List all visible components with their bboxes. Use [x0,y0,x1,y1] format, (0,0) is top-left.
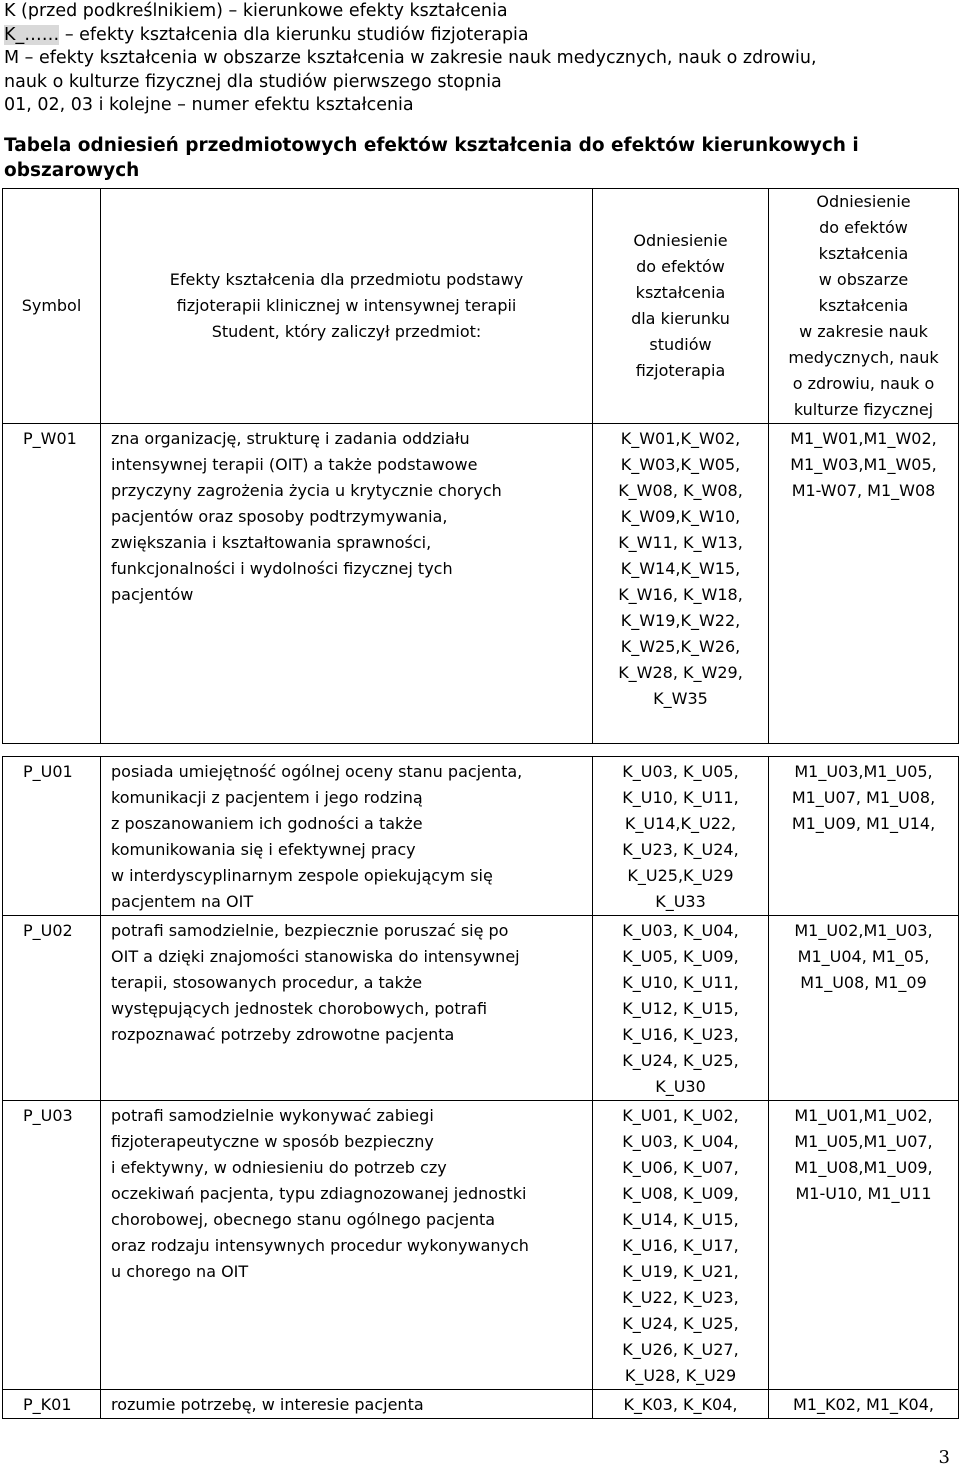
text-line: K_U19, K_U21, [622,1262,739,1281]
text-line: M1-U10, M1_U11 [795,1184,932,1203]
text-line: oraz rodzaju intensywnych procedur wykonywanych [111,1236,529,1255]
text-line: K_W35 [653,689,708,708]
table-row [3,424,959,744]
legend-line-number: 01, 02, 03 i kolejne – numer efektu kształcenia [4,95,414,116]
row-description [101,916,593,1101]
text-line: dla kierunku [631,309,730,328]
row-symbol: P_K01 [3,1390,101,1419]
legend-line-m-cont: nauk o kulturze fizycznej dla studiów pierwszego stopnia [4,71,502,92]
text-line: u chorego na OIT [111,1262,249,1281]
row-symbol: P_U02 [3,916,101,1101]
text-line: Odniesienie [816,192,911,211]
text-line: OIT a dzięki znajomości stanowiska do intensywnej [111,947,520,966]
text-line: studiów [649,335,712,354]
text-line: w zakresie nauk [799,322,928,341]
text-line: K_U10, K_U11, [622,788,739,807]
row-description [101,757,593,916]
text-line: K_U06, K_U07, [622,1158,739,1177]
text-line: rozumie potrzebę, w interesie pacjenta [111,1395,424,1414]
text-line: M1_K02, M1_K04, [793,1395,934,1414]
text-line: przyczyny zagrożenia życia u krytycznie chorych [111,481,502,500]
table-row [3,1101,959,1390]
row-symbol: P_U01 [3,757,101,916]
text-line: pacjentów [111,585,194,604]
legend-line-m: M – efekty kształcenia w obszarze kształcenia w zakresie nauk medycznych, nauk o zdrowiu, [4,48,817,69]
text-line: komunikowania się i efektywnej pracy [111,840,416,859]
text-line: Student, który zaliczył przedmiot: [211,322,482,341]
text-line: M1_U04, M1_05, [797,947,930,966]
text-line: Odniesienie [633,231,728,250]
legend-line-k-course: K_…… – efekty kształcenia dla kierunku studiów fizjoterapia [4,24,529,45]
text-line: K_U23, K_U24, [622,840,739,859]
text-line: K_U14,K_U22, [624,814,737,833]
row-symbol: P_W01 [3,424,101,744]
text-line: M1_U07, M1_U08, [791,788,936,807]
text-line: zwiększania i kształtowania sprawności, [111,533,432,552]
text-line: z poszanowaniem ich godności a także [111,814,423,833]
text-line: terapii, stosowanych procedur, a także [111,973,423,992]
table-title: Tabela odniesień przedmiotowych efektów kształcenia do efektów kierunkowych i obszarowych [4,135,859,181]
text-line: K_U12, K_U15, [622,999,739,1018]
outcomes-table-part2 [2,756,959,1419]
text-line: K_K03, K_K04, [623,1395,738,1414]
text-line: potrafi samodzielnie, bezpiecznie poruszać się po [111,921,509,940]
row-description [101,424,593,744]
header-description [101,189,593,424]
text-line: M1_W03,M1_W05, [790,455,937,474]
text-line: w interdyscyplinarnym zespole opiekującym się [111,866,493,885]
text-line: K_U16, K_U23, [622,1025,739,1044]
text-line: posiada umiejętność ogólnej oceny stanu pacjenta, [111,762,523,781]
text-line: K_U03, K_U05, [622,762,739,781]
text-line: K_U08, K_U09, [622,1184,739,1203]
text-line: K_W03,K_W05, [620,455,741,474]
text-line: kształcenia [818,244,909,263]
text-line: K_W01,K_W02, [620,429,741,448]
row-kierunek-refs [593,1390,769,1419]
text-line: K_U28, K_U29 [624,1366,737,1385]
row-obszar-refs [769,1390,959,1419]
text-line: K_U25,K_U29 [627,866,734,885]
text-line: K_W14,K_W15, [620,559,741,578]
text-line: występujących jednostek chorobowych, potrafi [111,999,488,1018]
text-line: do efektów [636,257,725,276]
legend [4,0,817,118]
text-line: K_U05, K_U09, [622,947,739,966]
text-line: funkcjonalności i wydolności fizycznej tych [111,559,453,578]
text-line: medycznych, nauk [788,348,939,367]
row-kierunek-refs [593,757,769,916]
text-line: K_W11, K_W13, [618,533,743,552]
text-line: komunikacji z pacjentem i jego rodziną [111,788,423,807]
page-number: 3 [938,1447,950,1468]
text-line: do efektów [819,218,908,237]
row-kierunek-refs [593,424,769,744]
text-line: fizjoterapii klinicznej w intensywnej terapii [176,296,517,315]
text-line: o zdrowiu, nauk o [792,374,935,393]
header-obszar [769,189,959,424]
table-row [3,757,959,916]
text-line: kształcenia [635,283,726,302]
outcomes-table-part1 [2,188,959,744]
legend-line-k: K (przed podkreślnikiem) – kierunkowe efekty kształcenia [4,1,508,21]
text-line: K_W09,K_W10, [620,507,741,526]
text-line: K_U24, K_U25, [622,1314,739,1333]
table-row [3,916,959,1101]
table-row [3,1390,959,1419]
text-line: fizjoterapia [635,361,726,380]
legend-highlight: K_…… [4,24,60,45]
text-line: kształcenia [818,296,909,315]
text-line: K_U03, K_U04, [622,921,739,940]
text-line: K_W08, K_W08, [618,481,743,500]
row-obszar-refs [769,916,959,1101]
text-line: potrafi samodzielnie wykonywać zabiegi [111,1106,434,1125]
text-line: K_U22, K_U23, [622,1288,739,1307]
text-line: rozpoznawać potrzeby zdrowotne pacjenta [111,1025,455,1044]
text-line: pacjentów oraz sposoby podtrzymywania, [111,507,448,526]
text-line: K_U24, K_U25, [622,1051,739,1070]
text-line: M1_U02,M1_U03, [794,921,933,940]
text-line: M1-W07, M1_W08 [791,481,936,500]
text-line: K_W19,K_W22, [620,611,741,630]
text-line: fizjoterapeutyczne w sposób bezpieczny [111,1132,434,1151]
text-line: K_U03, K_U04, [622,1132,739,1151]
text-line: pacjentem na OIT [111,892,254,911]
text-line: K_U26, K_U27, [622,1340,739,1359]
header-kierunek [593,189,769,424]
text-line: zna organizację, strukturę i zadania oddziału [111,429,470,448]
text-line: intensywnej terapii (OIT) a także podstawowe [111,455,478,474]
row-obszar-refs [769,1101,959,1390]
text-line: M1_U08,M1_U09, [794,1158,933,1177]
text-line: K_W28, K_W29, [618,663,743,682]
text-line: K_W16, K_W18, [618,585,743,604]
row-kierunek-refs [593,1101,769,1390]
text-line: kulturze fizycznej [793,400,934,419]
text-line: w obszarze [818,270,909,289]
text-line: Efekty kształcenia dla przedmiotu podstawy [169,270,524,289]
table-header-row [3,189,959,424]
text-line: K_U10, K_U11, [622,973,739,992]
text-line: K_U14, K_U15, [622,1210,739,1229]
row-obszar-refs [769,424,959,744]
text-line: M1_U05,M1_U07, [794,1132,933,1151]
text-line: K_U01, K_U02, [622,1106,739,1125]
text-line: K_U30 [655,1077,706,1096]
text-line: M1_U01,M1_U02, [794,1106,933,1125]
text-line: chorobowej, obecnego stanu ogólnego pacjenta [111,1210,496,1229]
text-line: i efektywny, w odniesieniu do potrzeb czy [111,1158,447,1177]
text-line: M1_U09, M1_U14, [791,814,936,833]
text-line: M1_W01,M1_W02, [790,429,937,448]
text-line: K_U16, K_U17, [622,1236,739,1255]
row-symbol: P_U03 [3,1101,101,1390]
header-symbol: Symbol [3,189,101,424]
text-line: oczekiwań pacjenta, typu zdiagnozowanej jednostki [111,1184,527,1203]
row-obszar-refs [769,757,959,916]
text-line: M1_U08, M1_09 [800,973,927,992]
text-line: K_U33 [655,892,706,911]
row-description [101,1101,593,1390]
text-line: M1_U03,M1_U05, [794,762,933,781]
text-line: K_W25,K_W26, [620,637,741,656]
row-kierunek-refs [593,916,769,1101]
row-description [101,1390,593,1419]
